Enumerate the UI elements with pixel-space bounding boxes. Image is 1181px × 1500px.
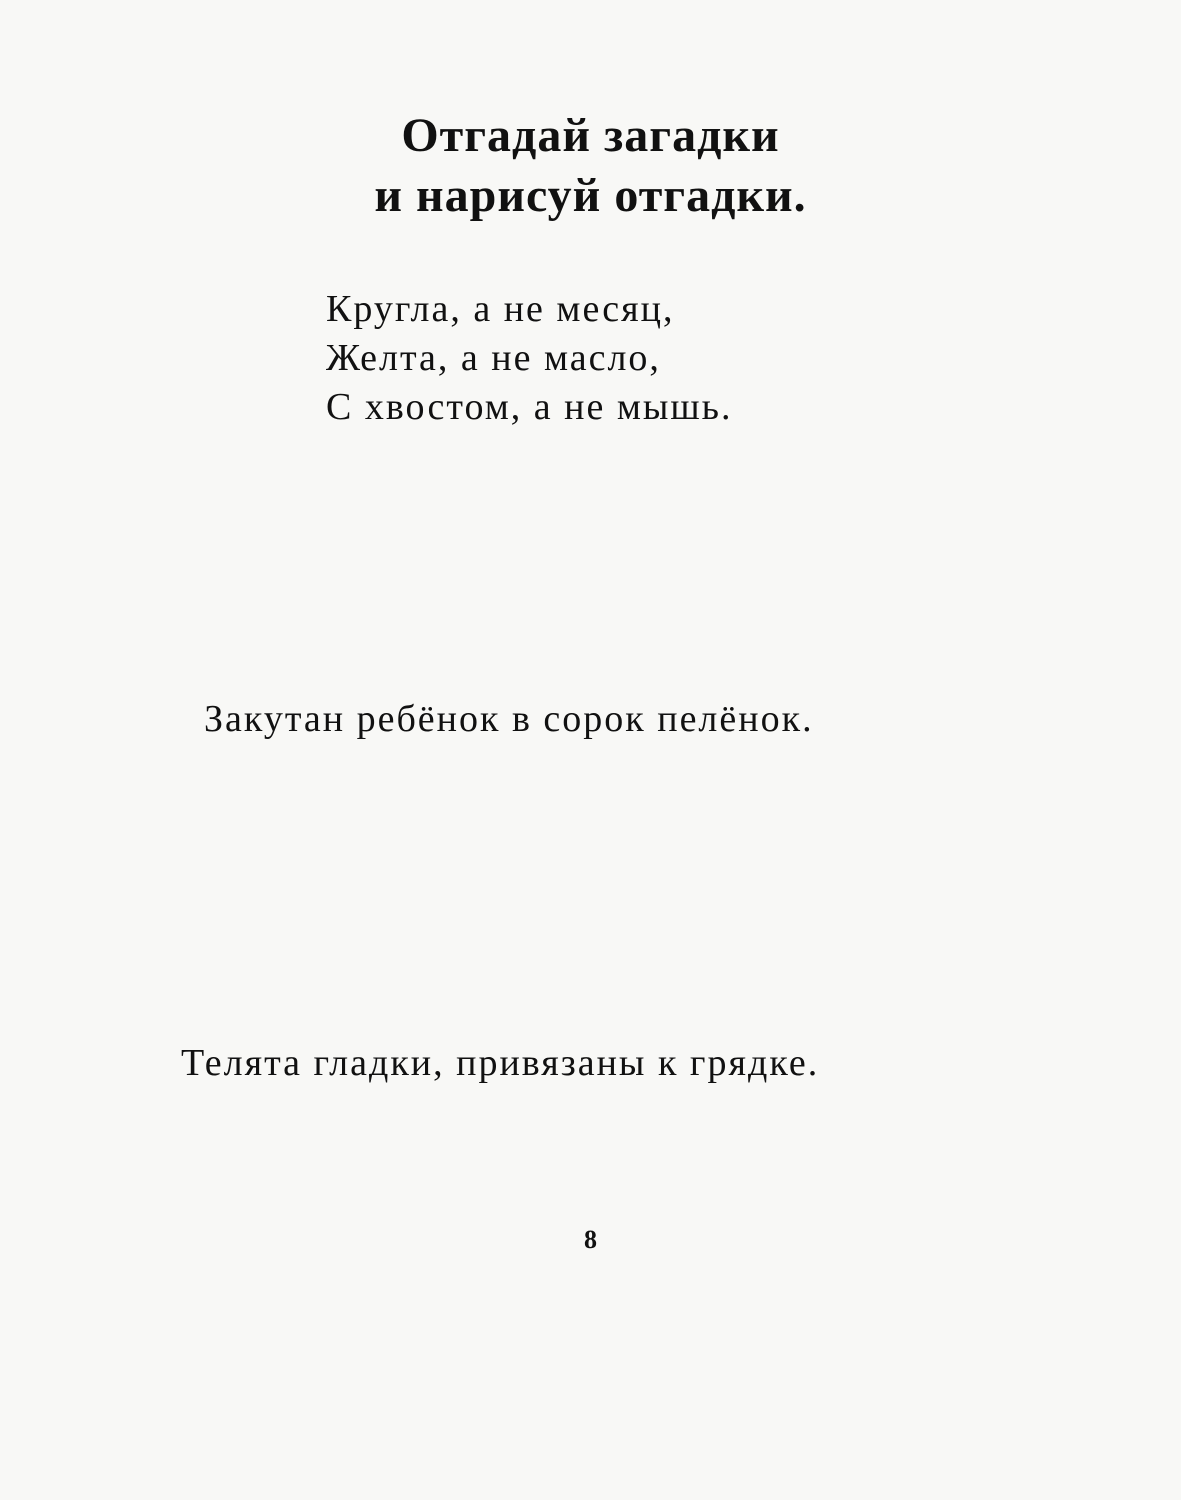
riddle-1-line-3: С хвостом, а не мышь.: [326, 386, 733, 428]
page-title-line-1: Отгадай загадки: [401, 109, 780, 162]
riddle-1-line-2: Желта, а не масло,: [326, 337, 661, 379]
riddle-1-line-1: Кругла, а не месяц,: [326, 288, 675, 330]
riddle-3: Телята гладки, привязаны к грядке.: [181, 1042, 820, 1084]
riddle-2: Закутан ребёнок в сорок пелёнок.: [204, 698, 814, 740]
page-number: 8: [584, 1225, 597, 1254]
page-title-line-2: и нарисуй отгадки.: [374, 169, 807, 222]
riddle-1: [326, 285, 733, 432]
